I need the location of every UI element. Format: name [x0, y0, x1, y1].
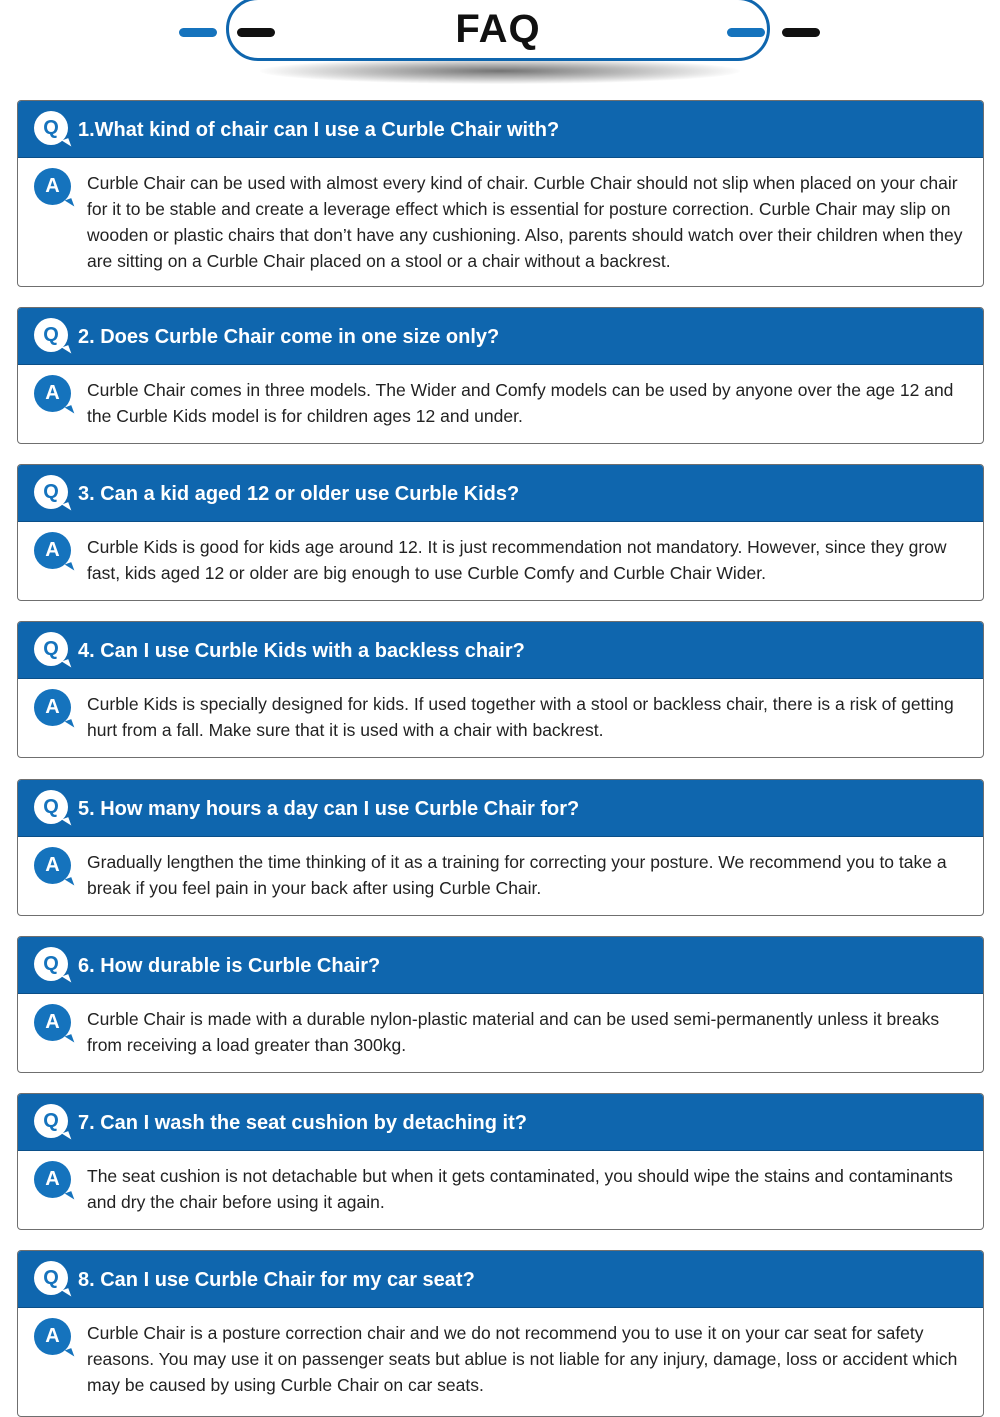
answer-badge-icon: A — [34, 847, 71, 884]
answer-row — [18, 1151, 983, 1229]
answer-badge-icon: A — [34, 1318, 71, 1355]
faq-item-7 — [17, 1093, 984, 1230]
question-text: 5. How many hours a day can I use Curble Chair for? — [78, 798, 580, 820]
question-bar[interactable] — [18, 780, 983, 837]
question-text: 7. Can I wash the seat cushion by detaching it? — [78, 1112, 527, 1134]
answer-badge-icon: A — [34, 1004, 71, 1041]
page-title: FAQ — [455, 7, 541, 51]
question-text: 3. Can a kid aged 12 or older use Curble Kids? — [78, 483, 520, 505]
answer-text: Gradually lengthen the time thinking of it as a training for correcting your posture. We recommend you to take a break if you feel pain in your back after using Curble Chair. — [87, 852, 947, 898]
answer-text: Curble Chair comes in three models. The Wider and Comfy models can be used by anyone over the age 12 and the Curble Kids model is for children ages 12 and under. — [87, 380, 954, 426]
answer-text: Curble Chair is made with a durable nylon-plastic material and can be used semi-permanently unless it breaks from receiving a load greater than 300kg. — [87, 1009, 940, 1055]
answer-text: Curble Kids is good for kids age around 12. It is just recommendation not mandatory. However, since they grow fast, kids aged 12 or older are big enough to use Curble Comfy and Curble Chair Wider. — [87, 537, 947, 583]
header-dash-right-blue — [727, 28, 765, 37]
faq-header — [0, 0, 1000, 96]
header-dash-left-blue — [179, 28, 217, 37]
answer-badge-icon: A — [34, 689, 71, 726]
faq-item-1 — [17, 100, 984, 287]
question-bar[interactable] — [18, 1094, 983, 1151]
question-bar[interactable] — [18, 101, 983, 158]
header-dash-right-black — [782, 28, 820, 37]
answer-text: The seat cushion is not detachable but when it gets contaminated, you should wipe the stains and contaminants and dry the chair before using it again. — [87, 1166, 953, 1212]
question-badge-icon: Q — [34, 1261, 68, 1295]
faq-item-8 — [17, 1250, 984, 1417]
faq-item-6 — [17, 936, 984, 1073]
question-badge-icon: Q — [34, 318, 68, 352]
answer-row — [18, 365, 983, 443]
question-bar[interactable] — [18, 622, 983, 679]
question-badge-icon: Q — [34, 475, 68, 509]
question-badge-icon: Q — [34, 790, 68, 824]
answer-text: Curble Kids is specially designed for kids. If used together with a stool or backless chair, there is a risk of getting hurt from a fall. Make sure that it is used with a chair with backrest. — [87, 694, 954, 740]
answer-badge-icon: A — [34, 375, 71, 412]
question-text: 4. Can I use Curble Kids with a backless chair? — [78, 640, 525, 662]
faq-item-4 — [17, 621, 984, 758]
question-text: 6. How durable is Curble Chair? — [78, 955, 381, 977]
faq-item-3 — [17, 464, 984, 601]
question-bar[interactable] — [18, 465, 983, 522]
question-badge-icon: Q — [34, 947, 68, 981]
answer-row — [18, 994, 983, 1072]
question-bar[interactable] — [18, 937, 983, 994]
header-dash-left-black — [237, 28, 275, 37]
answer-row — [18, 679, 983, 757]
answer-text: Curble Chair can be used with almost every kind of chair. Curble Chair should not slip when placed on your chair for it to be stable and create a leverage effect which is essential for posture correction. Curble Chair may slip on wooden or plastic chairs that don’t have any cushioning. Also, parents should watch over their children when they are sitting on a Curble Chair placed on a stool or a chair without a backrest. — [87, 173, 963, 271]
question-bar[interactable] — [18, 308, 983, 365]
answer-row — [18, 522, 983, 600]
answer-badge-icon: A — [34, 168, 71, 205]
question-badge-icon: Q — [34, 632, 68, 666]
faq-item-5 — [17, 779, 984, 916]
question-text: 8. Can I use Curble Chair for my car seat? — [78, 1269, 475, 1291]
question-text: 2. Does Curble Chair come in one size only? — [78, 326, 500, 348]
answer-row — [18, 837, 983, 915]
question-badge-icon: Q — [34, 1104, 68, 1138]
faq-item-2 — [17, 307, 984, 444]
answer-row — [18, 1308, 983, 1412]
question-bar[interactable] — [18, 1251, 983, 1308]
header-shadow — [260, 58, 740, 84]
question-badge-icon: Q — [34, 111, 68, 145]
answer-text: Curble Chair is a posture correction chair and we do not recommend you to use it on your car seat for safety reasons. You may use it on passenger seats but ablue is not liable for any injury, damage, loss or accident which may be caused by using Curble Chair on car seats. — [87, 1323, 958, 1395]
question-text: 1.What kind of chair can I use a Curble Chair with? — [78, 119, 560, 141]
answer-badge-icon: A — [34, 532, 71, 569]
answer-row — [18, 158, 983, 287]
answer-badge-icon: A — [34, 1161, 71, 1198]
